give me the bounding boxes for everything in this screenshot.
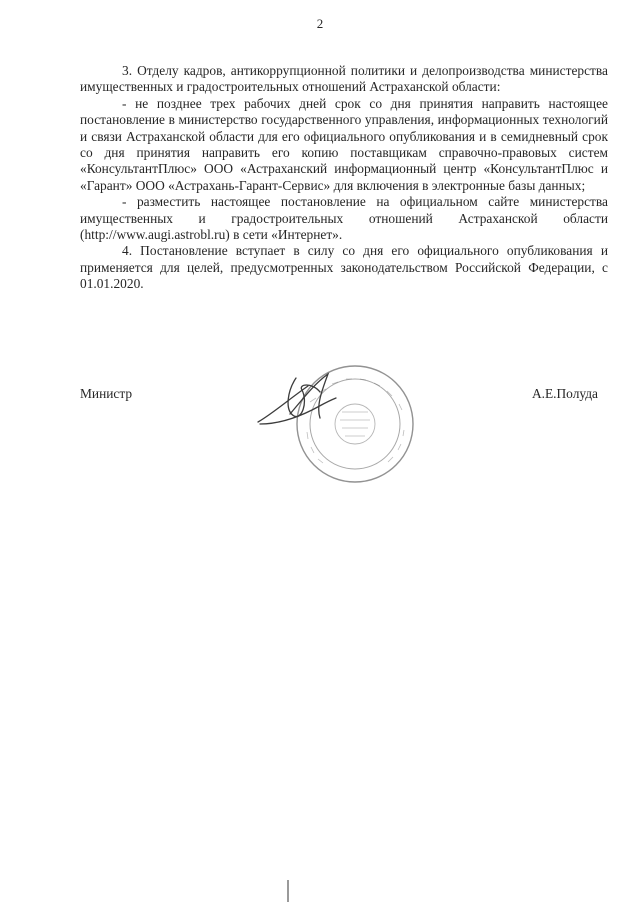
seal-and-signature [250, 362, 420, 492]
page-number: 2 [316, 16, 324, 31]
official-seal [297, 366, 413, 482]
signer-name: А.Е.Полуда [531, 386, 598, 401]
signer-title: Министр [80, 386, 133, 401]
paragraph-publish-on-website: - разместить настоящее постановление на официальном сайте министерства имущественных и градостроительных отношений Астраханской области (http://www.augi.astrobl.ru) в сети «Интернет». [80, 194, 608, 243]
paragraph-send-for-publication: - не позднее трех рабочих дней срок со дня принятия направить настоящее постановление в министерство государственного управления, информационных технологий и связи Астраханской области для его официального опубликования и в семидневный срок со дня принятия направить его копию поставщикам справочно-правовых систем «КонсультантПлюс» ООО «Астраханский информационный центр «КонсультантПлюс и «Гарант» ООО «Астрахань-Гарант-Сервис» для включения в электронные базы данных; [80, 95, 608, 193]
handwritten-signature [258, 374, 336, 424]
paragraph-item-3: 3. Отделу кадров, антикоррупционной политики и делопроизводства министерства имущественных и градостроительных отношений Астраханской области: [80, 63, 608, 95]
scan-artifact [287, 880, 289, 902]
document-body [80, 63, 608, 293]
paragraph-item-4: 4. Постановление вступает в силу со дня его официального опубликования и применяется для целей, предусмотренных законодательством Российской Федерации, с 01.01.2020. [80, 243, 608, 292]
